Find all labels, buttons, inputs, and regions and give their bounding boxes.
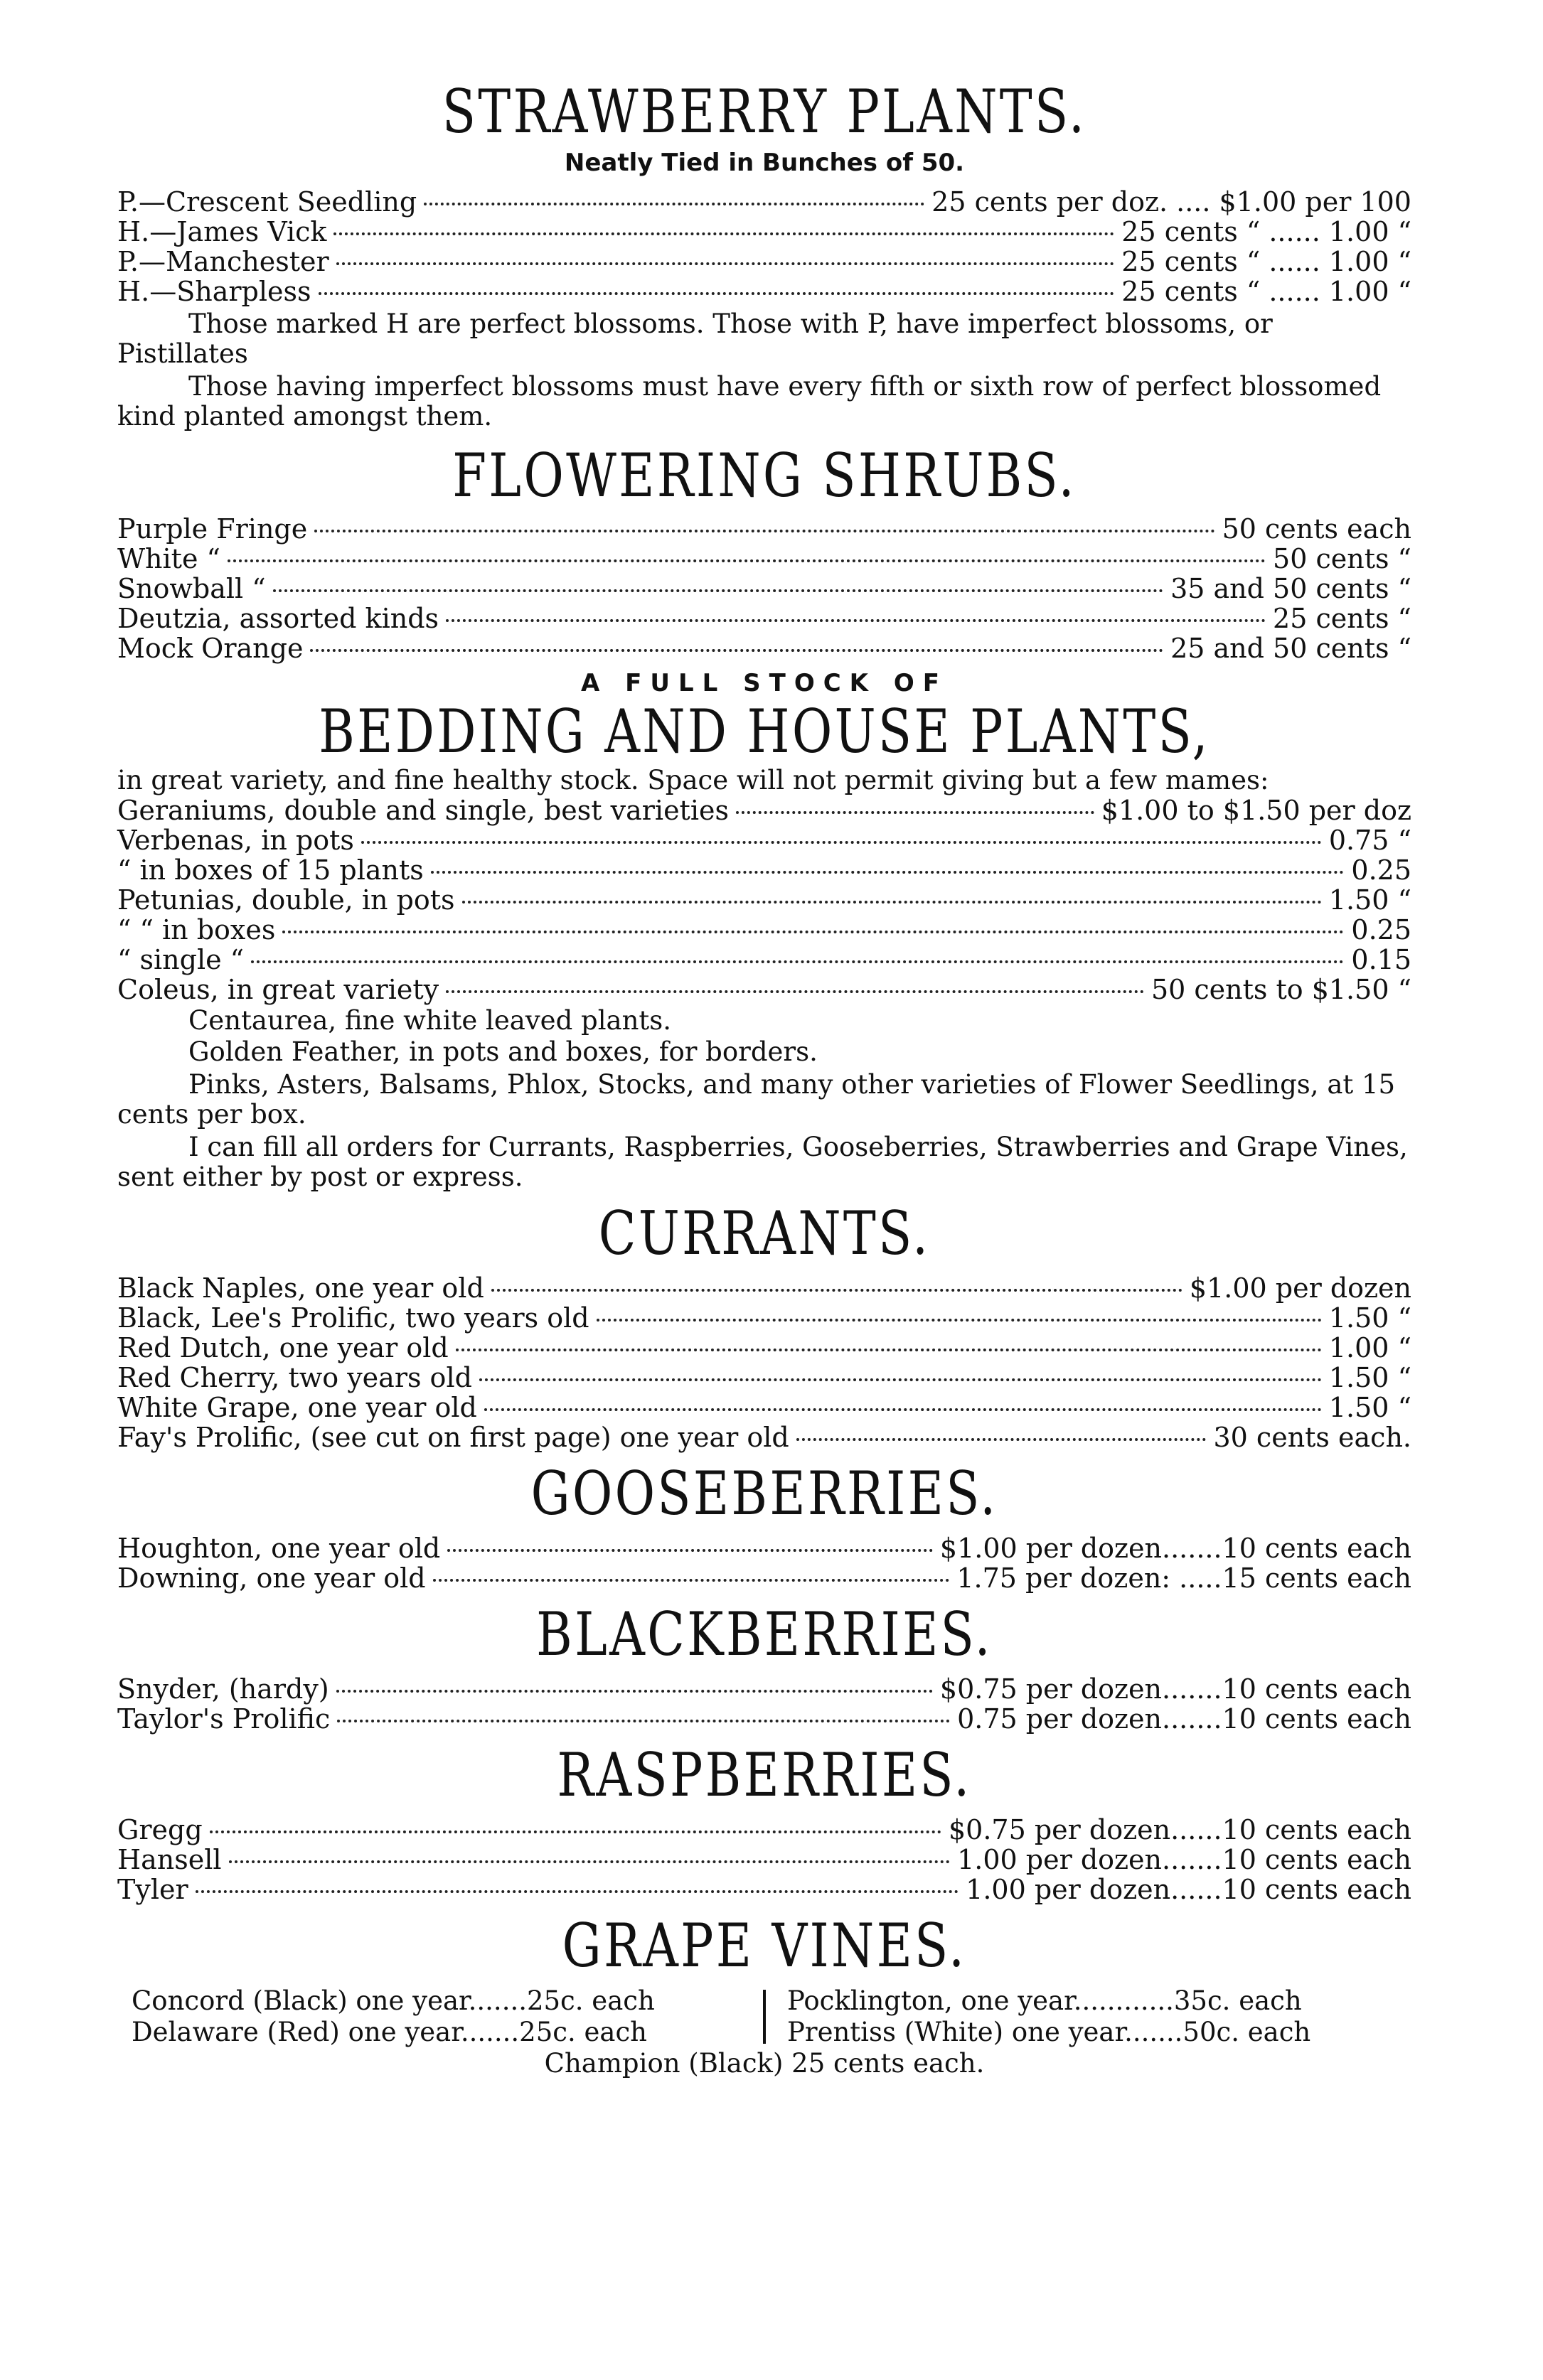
item-price: $1.00 per dozen <box>1189 1272 1411 1304</box>
item-name: Black, Lee's Prolific, two years old <box>117 1302 589 1334</box>
bedding-line-2: Golden Feather, in pots and boxes, for borders. <box>188 1036 818 1067</box>
leader-dots <box>273 589 1163 592</box>
item-price: 1.00 “ <box>1328 1332 1411 1363</box>
item-name: P.—Crescent Seedling <box>117 186 417 218</box>
leader-dots <box>336 1690 933 1693</box>
grape-item: Prentiss (White) one year.......50c. each <box>787 2017 1311 2047</box>
price-row <box>117 975 1411 1004</box>
item-price: 35 and 50 cents “ <box>1170 573 1411 604</box>
leader-dots <box>333 232 1114 235</box>
price-row <box>117 277 1411 306</box>
price-row <box>117 1704 1411 1734</box>
price-row <box>117 945 1411 975</box>
item-price: 50 cents “ <box>1273 543 1411 574</box>
price-row <box>117 915 1411 945</box>
grapes-footer: Champion (Black) 25 cents each. <box>544 2048 985 2079</box>
item-name: Downing, one year old <box>117 1562 426 1594</box>
item-name: “ “ in boxes <box>117 914 276 945</box>
price-row <box>117 885 1411 915</box>
grapes-right <box>773 1985 1411 2048</box>
item-price: 25 and 50 cents “ <box>1170 633 1411 664</box>
item-name: Red Cherry, two years old <box>117 1362 472 1393</box>
strawberry-note-2: Those having imperfect blossoms must have every fifth or sixth row of perfect blossomed kind planted amongst them. <box>117 371 1382 431</box>
currants-title: CURRANTS. <box>598 1199 931 1268</box>
bedding-pre: A FULL STOCK OF <box>581 669 948 697</box>
grapes-left <box>117 1985 756 2048</box>
strawberry-note-1: Those marked H are perfect blossoms. Those with P, have imperfect blossoms, or Pistillates <box>117 309 1273 369</box>
leader-dots <box>447 1549 933 1552</box>
leader-dots <box>361 841 1322 844</box>
leader-dots <box>314 530 1214 532</box>
item-name: Petunias, double, in pots <box>117 884 455 916</box>
leader-dots <box>424 203 924 205</box>
price-row <box>117 1815 1411 1845</box>
leader-dots <box>282 931 1344 933</box>
item-name: “ single “ <box>117 944 245 975</box>
bedding-line-1: Centaurea, fine white leaved plants. <box>188 1005 672 1036</box>
item-price: 25 cents “ ...... 1.00 “ <box>1121 216 1411 247</box>
item-name: Taylor's Prolific <box>117 1703 331 1735</box>
item-price: 1.00 per dozen......10 cents each <box>966 1874 1411 1905</box>
item-price: $1.00 to $1.50 per doz <box>1101 795 1411 826</box>
leader-dots <box>479 1378 1322 1381</box>
item-name: Tyler <box>117 1874 188 1905</box>
raspberries-title: RASPBERRIES. <box>557 1740 972 1810</box>
item-price: 25 cents “ ...... 1.00 “ <box>1121 276 1411 307</box>
item-name: H.—Sharpless <box>117 276 311 307</box>
price-row <box>117 1875 1411 1904</box>
item-name: Houghton, one year old <box>117 1533 441 1564</box>
item-name: “ in boxes of 15 plants <box>117 854 424 886</box>
bedding-para-1: Pinks, Asters, Balsams, Phlox, Stocks, and many other varieties of Flower Seedlings, at 15 cents per box. <box>117 1069 1396 1130</box>
leader-dots <box>310 649 1163 652</box>
grapes-grid <box>117 1985 1411 2048</box>
price-row <box>117 1393 1411 1422</box>
price-row <box>117 247 1411 277</box>
leader-dots <box>228 559 1266 562</box>
item-price: 50 cents to $1.50 “ <box>1150 974 1411 1005</box>
leader-dots <box>491 1289 1182 1292</box>
item-price: 1.00 per dozen.......10 cents each <box>957 1844 1411 1875</box>
item-price: 1.50 “ <box>1328 884 1411 916</box>
item-price: 1.50 “ <box>1328 1302 1411 1334</box>
leader-dots <box>736 811 1094 814</box>
bedding-para-2: I can fill all orders for Currants, Raspberries, Gooseberries, Strawberries and Grape Vines, sent either by post or express. <box>117 1132 1408 1192</box>
price-row <box>117 855 1411 885</box>
price-row <box>117 1303 1411 1333</box>
price-row <box>117 544 1411 574</box>
leader-dots <box>336 262 1115 265</box>
item-name: Snyder, (hardy) <box>117 1673 329 1705</box>
price-row <box>117 1333 1411 1363</box>
price-row <box>117 217 1411 247</box>
gooseberries-title: GOOSEBERRIES. <box>530 1459 998 1528</box>
bedding-title: BEDDING AND HOUSE PLANTS, <box>319 697 1210 766</box>
price-row <box>117 825 1411 855</box>
price-row <box>117 1845 1411 1875</box>
item-price: $0.75 per dozen.......10 cents each <box>939 1673 1411 1705</box>
price-row <box>117 187 1411 217</box>
item-name: P.—Manchester <box>117 246 329 277</box>
gooseberries-list <box>117 1533 1411 1593</box>
item-name: Fay's Prolific, (see cut on first page) one year old <box>117 1422 789 1453</box>
item-name: Geraniums, double and single, best varieties <box>117 795 729 826</box>
price-row <box>117 1363 1411 1393</box>
blackberries-title: BLACKBERRIES. <box>536 1599 993 1669</box>
bedding-intro: in great variety, and fine healthy stock. Space will not permit giving but a few mames: <box>117 765 1269 795</box>
strawberry-subtitle: Neatly Tied in Bunches of 50. <box>564 149 965 177</box>
item-price: 1.75 per dozen: .....15 cents each <box>956 1562 1411 1594</box>
item-name: Black Naples, one year old <box>117 1272 484 1304</box>
price-row <box>117 1533 1411 1563</box>
strawberry-title: STRAWBERRY PLANTS. <box>442 77 1087 146</box>
leader-dots <box>319 292 1115 295</box>
price-row <box>117 1674 1411 1704</box>
item-price: 0.25 <box>1351 854 1411 886</box>
item-name: Red Dutch, one year old <box>117 1332 449 1363</box>
leader-dots <box>431 871 1345 874</box>
item-price: $0.75 per dozen......10 cents each <box>948 1814 1411 1845</box>
currants-list <box>117 1273 1411 1452</box>
catalog-column <box>117 77 1411 2079</box>
leader-dots <box>462 901 1322 904</box>
grapes-divider <box>763 1990 766 2044</box>
leader-dots <box>597 1319 1322 1322</box>
price-row <box>117 795 1411 825</box>
price-row <box>117 1422 1411 1452</box>
item-name: White Grape, one year old <box>117 1392 477 1423</box>
item-price: 0.75 “ <box>1328 825 1411 856</box>
item-name: H.—James Vick <box>117 216 327 247</box>
item-name: Verbenas, in pots <box>117 825 354 856</box>
item-name: Mock Orange <box>117 633 304 664</box>
raspberries-list <box>117 1815 1411 1904</box>
leader-dots <box>484 1408 1322 1411</box>
item-name: Purple Fringe <box>117 513 308 545</box>
leader-dots <box>796 1438 1207 1441</box>
price-row <box>117 514 1411 544</box>
grape-item: Delaware (Red) one year.......25c. each <box>132 2017 648 2047</box>
item-price: $1.00 per dozen.......10 cents each <box>939 1533 1411 1564</box>
item-price: 0.15 <box>1351 944 1411 975</box>
item-price: 1.50 “ <box>1328 1392 1411 1423</box>
item-price: 0.25 <box>1351 914 1411 945</box>
item-name: Hansell <box>117 1844 222 1875</box>
shrubs-list <box>117 514 1411 663</box>
price-row <box>117 1273 1411 1303</box>
price-row <box>117 604 1411 633</box>
leader-dots <box>456 1349 1322 1351</box>
price-row <box>117 633 1411 663</box>
leader-dots <box>210 1830 941 1833</box>
item-price: 30 cents each. <box>1213 1422 1411 1453</box>
leader-dots <box>446 990 1144 993</box>
shrubs-title: FLOWERING SHRUBS. <box>452 441 1077 510</box>
strawberry-list <box>117 187 1411 306</box>
item-price: 50 cents each <box>1222 513 1411 545</box>
price-row <box>117 1563 1411 1593</box>
leader-dots <box>337 1720 950 1722</box>
item-name: Coleus, in great variety <box>117 974 439 1005</box>
price-row <box>117 574 1411 604</box>
item-price: 25 cents “ <box>1273 603 1411 634</box>
leader-dots <box>229 1860 951 1863</box>
item-name: White “ <box>117 543 220 574</box>
item-price: 0.75 per dozen.......10 cents each <box>957 1703 1411 1735</box>
item-price: 1.50 “ <box>1328 1362 1411 1393</box>
leader-dots <box>251 960 1344 963</box>
leader-dots <box>196 1890 959 1893</box>
item-price: 25 cents per doz. .... $1.00 per 100 <box>931 186 1411 218</box>
item-name: Snowball “ <box>117 573 266 604</box>
blackberries-list <box>117 1674 1411 1734</box>
item-name: Deutzia, assorted kinds <box>117 603 439 634</box>
item-name: Gregg <box>117 1814 203 1845</box>
grape-item: Pocklington, one year............35c. each <box>787 1985 1302 2016</box>
bedding-list <box>117 795 1411 1004</box>
leader-dots <box>433 1579 950 1582</box>
grapes-title: GRAPE VINES. <box>562 1911 967 1980</box>
leader-dots <box>446 619 1266 622</box>
item-price: 25 cents “ ...... 1.00 “ <box>1121 246 1411 277</box>
grape-item: Concord (Black) one year.......25c. each <box>132 1985 655 2016</box>
